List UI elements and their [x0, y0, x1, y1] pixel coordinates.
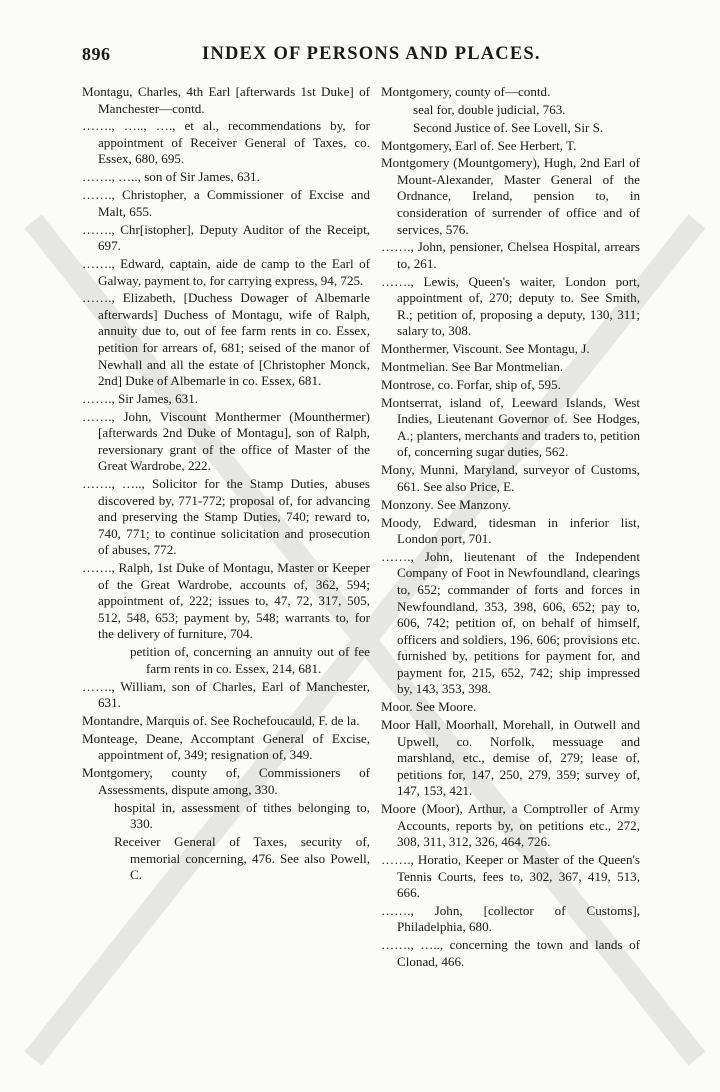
index-entry: Montgomery (Mountgomery), Hugh, 2nd Earl of Mount-Alexander, Master General of the Ordnance, Ireland, pension to, in consideration of surrender of office and of services, 576. [381, 155, 640, 237]
index-entry: Moor. See Moore. [381, 699, 477, 715]
index-entry: petition of, concerning an annuity out of fee farm rents in co. Essex, 214, 681. [130, 644, 370, 676]
index-entry: seal for, double judicial, 763. [413, 101, 566, 117]
index-entry: Montgomery, county of—contd. [381, 84, 551, 99]
index-entry: ……., Chr[istopher], Deputy Auditor of the Receipt, 697. [82, 221, 370, 254]
index-entry: Monzony. See Manzony. [381, 496, 511, 512]
index-column-left [82, 84, 370, 885]
index-entry: ……., Horatio, Keeper or Master of the Queen's Tennis Courts, fees to, 302, 367, 419, 513, 666. [381, 851, 640, 901]
index-entry: Montgomery, county of, Commissioners of Assessments, dispute among, 330. [82, 765, 370, 797]
index-entry: Montgomery, Earl of. See Herbert, T. [381, 137, 577, 153]
index-entry: ……., Elizabeth, [Duchess Dowager of Albemarle afterwards] Duchess of Montagu, wife of Ralph, annuity due to, out of fee farm rents in co. Essex, petition for arrears of, 681; seised of the manor of Newhall and all the estate of [Christopher Monck, 2nd] Duke of Albemarle in co. Essex, 681. [82, 290, 370, 389]
index-entry: Monthermer, Viscount. See Montagu, J. [381, 341, 590, 357]
index-entry: Montandre, Marquis of. See Rochefoucauld, F. de la. [82, 713, 360, 729]
index-entry: ……., John, pensioner, Chelsea Hospital, arrears to, 261. [381, 239, 640, 271]
index-entry: ……., Ralph, 1st Duke of Montagu, Master or Keeper of the Great Wardrobe, accounts of, 362, 594; appointment of, 222; issues to, 47, 72, 317, 505, 512, 548, 653; payment by, 548; warrants to, for the delivery of furniture, 704. [82, 560, 370, 642]
index-entry: Moore (Moor), Arthur, a Comptroller of Army Accounts, reports by, on petitions etc., 272, 308, 311, 312, 326, 464, 726. [381, 801, 640, 850]
index-entry: ……., ….., Solicitor for the Stamp Duties, abuses discovered by, 771-772; proposal of, for advancing and preserving the Stamp Duties, 740; reward to, 740, 771; to continue solicitation and prosecution of abuses, 772. [82, 476, 370, 558]
index-entry: Montagu, Charles, 4th Earl [afterwards 1st Duke] of Manchester—contd. [82, 84, 370, 116]
index-entry: ……., John, [collector of Customs], Philadelphia, 680. [381, 902, 640, 935]
index-entry: ……., John, Viscount Monthermer (Mounthermer) [afterwards 2nd Duke of Montagu], son of Ralph, reversionary grant of the office of Master of the Great Wardrobe, 222. [82, 408, 370, 474]
index-entry: Mony, Munni, Maryland, surveyor of Customs, 661. See also Price, E. [381, 462, 640, 494]
index-entry: ……., ….., …., et al., recommendations by, for appointment of Receiver General of Taxes, co. Essex, 680, 695. [82, 118, 370, 167]
index-entry: ……., Sir James, 631. [82, 390, 199, 406]
index-entry: ……., ….., son of Sir James, 631. [82, 169, 260, 185]
index-entry: ……., Edward, captain, aide de camp to the Earl of Galway, payment to, for carrying express, 94, 725. [82, 255, 370, 288]
index-entry: ……., Lewis, Queen's waiter, London port, appointment of, 270; deputy to. See Smith, R.; petition of, proposing a deputy, 130, 311; salary to, 308. [381, 273, 640, 339]
index-entry: Moody, Edward, tidesman in inferior list, London port, 701. [381, 514, 640, 547]
page-number: 896 [82, 44, 111, 64]
running-title: INDEX OF PERSONS AND PLACES. [202, 44, 541, 64]
index-entry: Montserrat, island of, Leeward Islands, West Indies, Lieutenant Governor of. See Hodges, A.; planters, merchants and traders to, petition of, concerning sugar duties, 562. [381, 394, 640, 460]
page-header [82, 44, 642, 74]
index-column-right [381, 84, 640, 972]
index-entry: ……., Christopher, a Commissioner of Excise and Malt, 655. [82, 187, 370, 219]
index-entry: ……., John, lieutenant of the Independent Company of Foot in Newfoundland, clearings to, 652; commander of forts and forces in Newfoundland, 353, 398, 606, 652; pay to, 606, 742; petition of, on behalf of himself, officers and soldiers, 196, 606; provisions etc. furnished by, petitions for payment for, and payment for, 215, 652, 742; ship impressed by, 143, 353, 398. [381, 548, 640, 697]
index-entry: Moor Hall, Moorhall, Morehall, in Outwell and Upwell, co. Norfolk, messuage and marshland, etc., demise of, 279; lease of, petitions for, 147, 250, 279, 359; survey of, 147, 153, 421. [381, 716, 640, 799]
index-entry: ……., ….., concerning the town and lands of Clonad, 466. [381, 937, 640, 969]
index-entry: Montrose, co. Forfar, ship of, 595. [381, 376, 561, 392]
index-entry: hospital in, assessment of tithes belonging to, 330. [114, 799, 370, 832]
index-entry: Second Justice of. See Lovell, Sir S. [413, 119, 604, 135]
index-entry: Monteage, Deane, Accomptant General of Excise, appointment of, 349; resignation of, 349. [82, 730, 370, 763]
index-entry: ……., William, son of Charles, Earl of Manchester, 631. [82, 678, 370, 711]
index-entry: Receiver General of Taxes, security of, memorial concerning, 476. See also Powell, C. [114, 834, 370, 883]
index-entry: Montmelian. See Bar Montmelian. [381, 359, 564, 375]
